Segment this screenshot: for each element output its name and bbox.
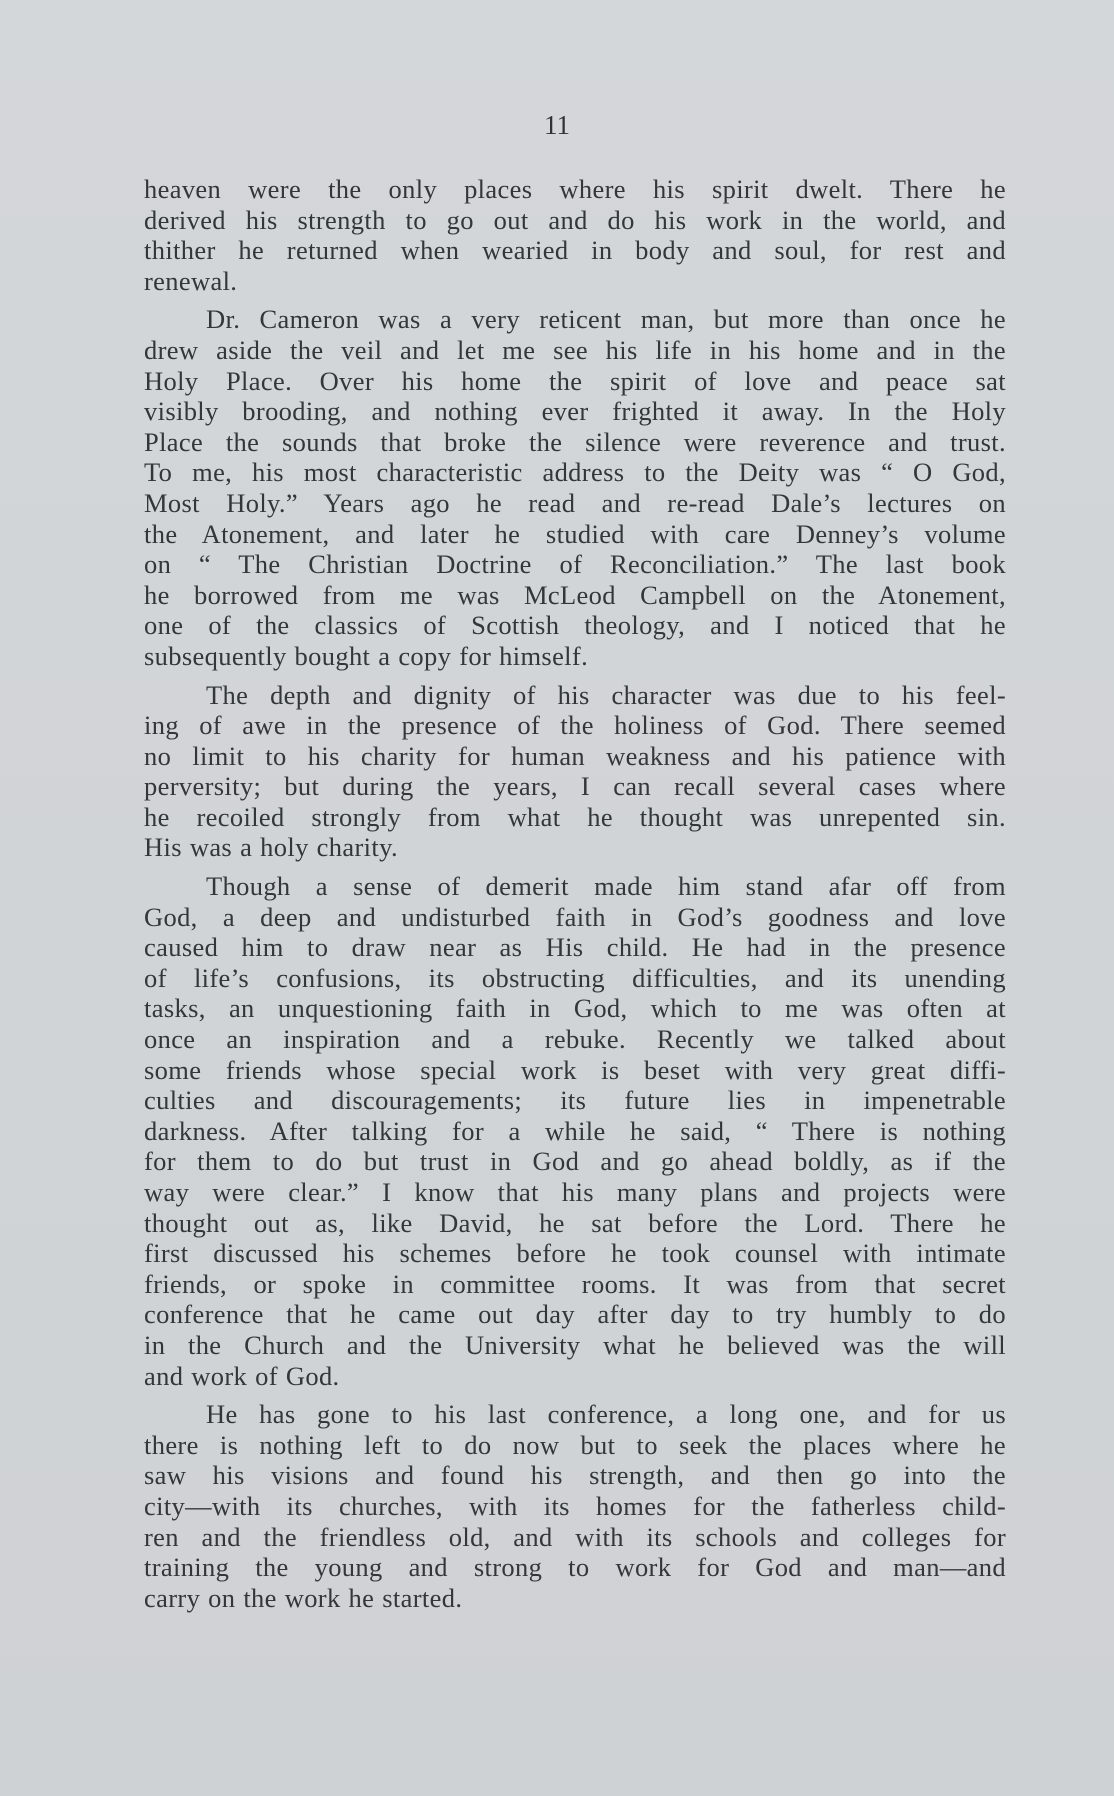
text-line: Place the sounds that broke the silence were reverence and trust. (144, 426, 1006, 457)
page-number: 11 (544, 110, 570, 140)
text-line: in the Church and the University what he believed was the will (144, 1329, 1006, 1360)
text-line: derived his strength to go out and do his work in the world, and (144, 204, 1006, 235)
text-line: for them to do but trust in God and go ahead boldly, as if the (144, 1146, 1006, 1177)
text-line: God, a deep and undisturbed faith in God’s goodness and love (144, 901, 1006, 932)
text-line: the Atonement, and later he studied with care Denney’s volume (144, 518, 1006, 549)
text-line: Though a sense of demerit made him stand afar off from (206, 871, 1006, 902)
text-line: His was a holy charity. (144, 832, 398, 863)
text-line: thither he returned when wearied in body and soul, for rest and (144, 235, 1006, 266)
text-line: To me, his most characteristic address to the Deity was “ O God, (144, 457, 1006, 488)
text-line: on “ The Christian Doctrine of Reconciliation.” The last book (144, 549, 1006, 580)
paragraph-2 (144, 304, 1006, 671)
text-line: visibly brooding, and nothing ever frighted it away. In the Holy (144, 396, 1006, 427)
text-line: some friends whose special work is beset with very great diffi- (144, 1054, 1006, 1085)
text-line: tasks, an unquestioning faith in God, which to me was often at (144, 993, 1006, 1024)
text-line: He has gone to his last conference, a long one, and for us (206, 1399, 1006, 1430)
text-line: he recoiled strongly from what he thought was unrepented sin. (144, 801, 1006, 832)
text-line: friends, or spoke in committee rooms. It was from that secret (144, 1268, 1006, 1299)
text-line: no limit to his charity for human weakness and his patience with (144, 740, 1006, 771)
text-line: drew aside the veil and let me see his life in his home and in the (144, 334, 1006, 365)
text-line: culties and discouragements; its future lies in impenetrable (144, 1085, 1006, 1116)
text-line: heaven were the only places where his spirit dwelt. There he (144, 174, 1006, 204)
text-line: first discussed his schemes before he took counsel with intimate (144, 1238, 1006, 1269)
paragraph-1 (144, 174, 1006, 296)
text-line: darkness. After talking for a while he said, “ There is nothing (144, 1115, 1006, 1146)
text-line: Most Holy.” Years ago he read and re-read Dale’s lectures on (144, 487, 1006, 518)
text-line: thought out as, like David, he sat before the Lord. There he (144, 1207, 1006, 1238)
text-line: city—with its churches, with its homes for the fatherless child- (144, 1490, 1006, 1521)
text-line: Holy Place. Over his home the spirit of love and peace sat (144, 365, 1006, 396)
text-line: he borrowed from me was McLeod Campbell on the Atonement, (144, 579, 1006, 610)
text-line: ing of awe in the presence of the holiness of God. There seemed (144, 710, 1006, 741)
text-line: renewal. (144, 265, 238, 296)
text-line: ren and the friendless old, and with its schools and colleges for (144, 1521, 1006, 1552)
body-text (144, 174, 1006, 1613)
text-line: subsequently bought a copy for himself. (144, 640, 589, 671)
text-line: conference that he came out day after day to try humbly to do (144, 1299, 1006, 1330)
text-line: of life’s confusions, its obstructing difficulties, and its unending (144, 962, 1006, 993)
text-line: saw his visions and found his strength, and then go into the (144, 1460, 1006, 1491)
text-line: training the young and strong to work for God and man—and (144, 1552, 1006, 1583)
text-line: one of the classics of Scottish theology, and I noticed that he (144, 610, 1006, 641)
text-line: and work of God. (144, 1360, 340, 1391)
paragraph-4 (144, 871, 1006, 1391)
text-line: there is nothing left to do now but to seek the places where he (144, 1429, 1006, 1460)
paragraph-5 (144, 1399, 1006, 1613)
text-line: caused him to draw near as His child. He had in the presence (144, 932, 1006, 963)
text-line: way were clear.” I know that his many plans and projects were (144, 1177, 1006, 1207)
text-line: once an inspiration and a rebuke. Recently we talked about (144, 1024, 1006, 1055)
text-line: carry on the work he started. (144, 1582, 463, 1613)
text-line: The depth and dignity of his character was due to his feel- (206, 679, 1006, 710)
paragraph-3 (144, 680, 1006, 864)
text-line: perversity; but during the years, I can recall several cases where (144, 771, 1006, 802)
text-line: Dr. Cameron was a very reticent man, but more than once he (206, 304, 1006, 335)
